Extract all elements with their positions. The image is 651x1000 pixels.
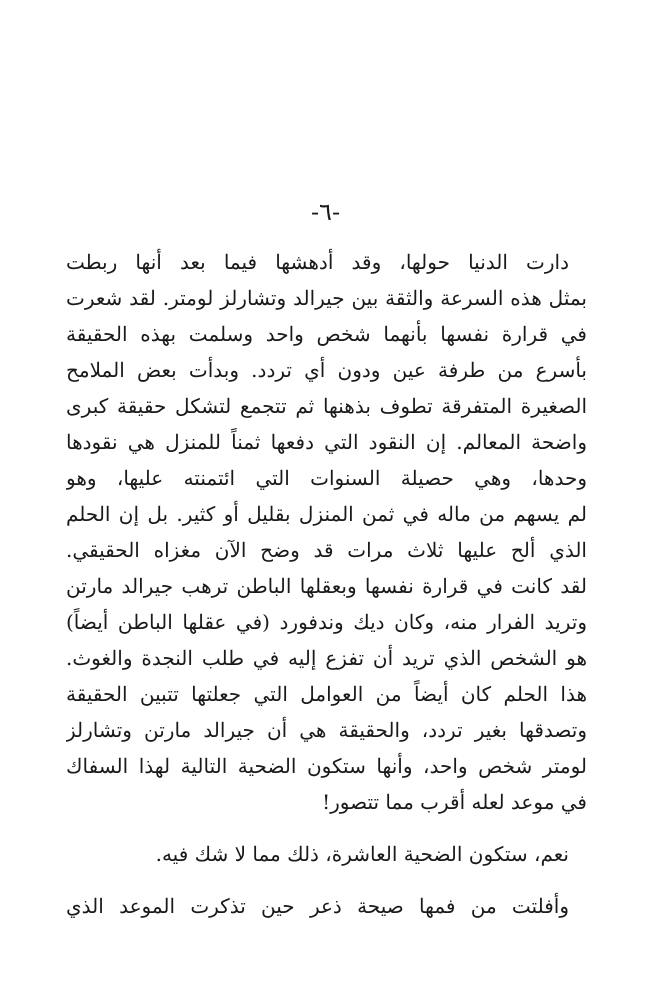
text-line: دارت الدنيا حولها، وقد أدهشها فيما بعد أنها ربطت — [66, 250, 569, 274]
text-line: وتصدقها بغير تردد، والحقيقة هي أن جيرالد مارتن وتشارلز — [66, 718, 587, 742]
text-line: بمثل هذه السرعة والثقة بين جيرالد وتشارلز لومتر. لقد شعرت — [66, 286, 587, 310]
text-line: لومتر شخص واحد، وأنها ستكون الضحية التالية لهذا السفاك — [66, 754, 587, 778]
paragraph — [66, 244, 587, 820]
page-number: -٦- — [310, 198, 341, 226]
paragraph — [66, 888, 587, 924]
text-line: في موعد لعله أقرب مما تتصور! — [322, 790, 587, 814]
text-line: بأسرع من طرفة عين ودون أي تردد. وبدأت بعض الملامح — [66, 358, 587, 382]
paragraph — [66, 836, 587, 872]
text-line: وتريد الفرار منه، وكان ديك وندفورد (في عقلها الباطن أيضاً) — [66, 610, 587, 634]
text-line: الذي ألح عليها ثلاث مرات قد وضح الآن مغزاه الحقيقي. — [66, 538, 587, 562]
text-line: هو الشخص الذي تريد أن تفزع إليه في طلب النجدة والغوث. — [66, 646, 587, 670]
text-line: الصغيرة المتفرقة تطوف بذهنها ثم تتجمع لتشكل حقيقة كبرى — [66, 394, 587, 418]
body-text — [66, 244, 587, 924]
paragraph-gap — [66, 872, 587, 888]
text-line: هذا الحلم كان أيضاً من العوامل التي جعلتها تتبين الحقيقة — [66, 682, 587, 706]
text-line: لقد كانت في قرارة نفسها وبعقلها الباطن ترهب جيرالد مارتن — [66, 574, 587, 598]
text-line: وأفلتت من فمها صيحة ذعر حين تذكرت الموعد الذي — [66, 894, 569, 918]
text-line: لم يسهم من ماله في ثمن المنزل بقليل أو كثير. بل إن الحلم — [66, 502, 587, 526]
text-line: نعم، ستكون الضحية العاشرة، ذلك مما لا شك فيه. — [155, 842, 569, 866]
paragraph-gap — [66, 820, 587, 836]
text-line: في قرارة نفسها بأنهما شخص واحد وسلمت بهذه الحقيقة — [66, 322, 587, 346]
text-line: واضحة المعالم. إن النقود التي دفعها ثمناً للمنزل هي نقودها — [66, 430, 587, 454]
text-line: وحدها، وهي حصيلة السنوات التي ائتمنته عليها، وهو — [66, 466, 587, 490]
